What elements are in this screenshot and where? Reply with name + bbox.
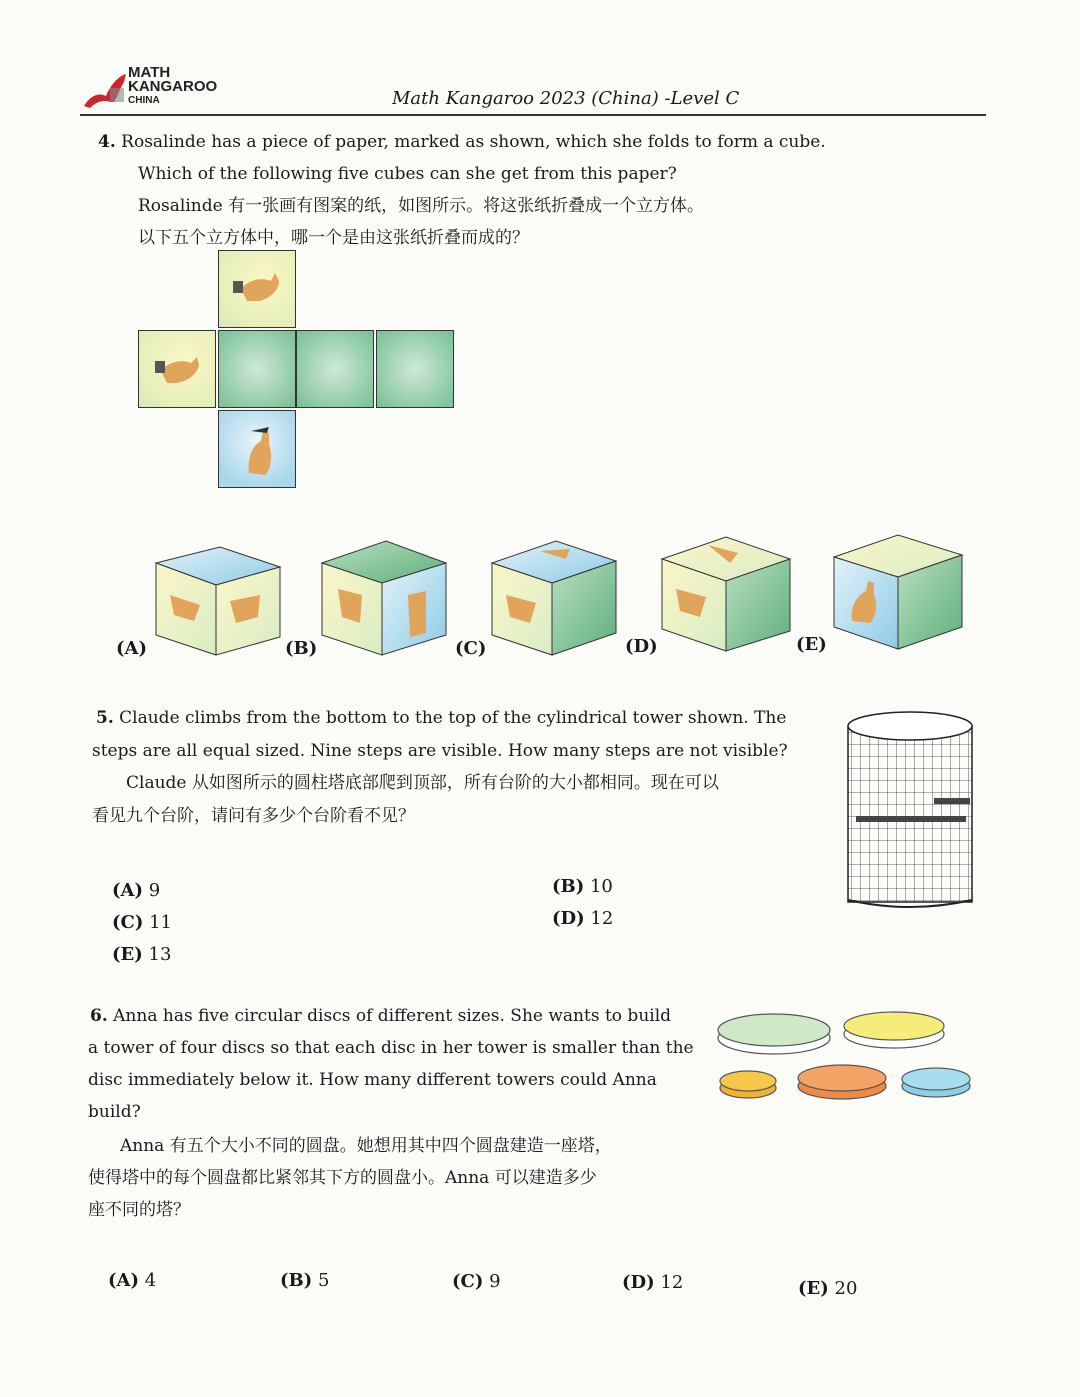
q6-text-zh-2: 使得塔中的每个圆盘都比紧邻其下方的圆盘小。Anna 可以建造多少: [88, 1168, 597, 1188]
q6-option-b-label: (B): [280, 1270, 313, 1291]
q6-text-en-4: build?: [88, 1102, 141, 1122]
disc-1: [718, 1014, 830, 1054]
net-face-right-2: [376, 330, 454, 408]
page-title: Math Kangaroo 2023 (China) -Level C: [392, 88, 740, 109]
q5-option-b-value: 10: [589, 876, 613, 897]
q4-text-zh-2: 以下五个立方体中，哪一个是由这张纸折叠而成的？: [138, 228, 529, 248]
q6-option-b-value: 5: [317, 1270, 330, 1291]
q6-text-en-1: Anna has five circular discs of different sizes. She wants to build: [113, 1006, 672, 1026]
q6-option-d-label: (D): [622, 1272, 655, 1293]
cube-e[interactable]: [834, 535, 962, 649]
cube-a[interactable]: [156, 547, 280, 655]
cube-option-label-e[interactable]: (E): [796, 634, 827, 655]
q5-number: 5.: [96, 708, 114, 728]
kangaroo-icon: [219, 251, 295, 327]
q5-text-en-2: steps are all equal sized. Nine steps are visible. How many steps are not visible?: [92, 741, 788, 761]
disc-5: [902, 1068, 970, 1097]
q5-option-c-value: 11: [149, 912, 172, 933]
header-divider: [80, 114, 986, 116]
cube-options: [110, 525, 980, 665]
cube-option-label-a[interactable]: (A): [116, 638, 147, 659]
q6-text-zh-1: Anna 有五个大小不同的圆盘。她想用其中四个圆盘建造一座塔，: [120, 1136, 612, 1156]
q5-option-b[interactable]: [552, 876, 613, 897]
q5-option-e-value: 13: [148, 944, 172, 965]
cube-c[interactable]: [492, 541, 616, 655]
logo-line-math: MATH: [128, 64, 171, 81]
cube-option-label-d[interactable]: (D): [625, 636, 658, 657]
q6-number: 6.: [90, 1006, 108, 1026]
q6-line-1: [90, 1000, 671, 1032]
q5-option-c-label: (C): [112, 912, 144, 933]
q6-option-d[interactable]: [622, 1272, 683, 1293]
q5-text-zh-2: 看见九个台阶，请问有多少个台阶看不见？: [92, 806, 415, 826]
q5-line-1: [96, 702, 786, 734]
kangaroo-icon: [219, 411, 295, 491]
cylindrical-tower-figure: [842, 708, 978, 910]
q5-option-e[interactable]: [112, 944, 171, 965]
cube-option-label-b[interactable]: (B): [285, 638, 318, 659]
net-face-bottom: [218, 410, 296, 488]
disc-2: [844, 1012, 944, 1048]
net-face-left: [138, 330, 216, 408]
q6-option-e-value: 20: [834, 1278, 858, 1299]
q5-text-en-1: Claude climbs from the bottom to the top of the cylindrical tower shown. The: [119, 708, 787, 728]
q6-option-c[interactable]: [452, 1271, 501, 1292]
kangaroo-icon: [139, 331, 215, 407]
discs-figure: [712, 1004, 980, 1108]
q5-text-zh-1: Claude 从如图所示的圆柱塔底部爬到顶部，所有台阶的大小都相同。现在可以: [126, 773, 719, 793]
q6-option-a[interactable]: [108, 1270, 156, 1291]
cube-d[interactable]: [662, 537, 790, 651]
net-face-right-1: [296, 330, 374, 408]
q5-option-d-value: 12: [590, 908, 614, 929]
q6-text-en-2: a tower of four discs so that each disc in her tower is smaller than the: [88, 1038, 694, 1058]
q5-option-d-label: (D): [552, 908, 585, 929]
q4-line-1: [98, 126, 826, 158]
net-face-center: [218, 330, 296, 408]
logo-text: [128, 66, 217, 108]
q4-number: 4.: [98, 132, 116, 152]
q6-option-a-value: 4: [144, 1270, 157, 1291]
cube-option-label-c[interactable]: (C): [455, 638, 487, 659]
q5-option-a[interactable]: [112, 880, 160, 901]
q4-text-en-1: Rosalinde has a piece of paper, marked as shown, which she folds to form a cube.: [121, 132, 826, 152]
q5-option-c[interactable]: [112, 912, 172, 933]
q4-text-en-2: Which of the following five cubes can she get from this paper?: [138, 164, 677, 184]
q5-option-e-label: (E): [112, 944, 143, 965]
q6-option-c-label: (C): [452, 1271, 484, 1292]
q6-text-en-3: disc immediately below it. How many different towers could Anna: [88, 1070, 657, 1090]
logo-line-china: CHINA: [128, 95, 160, 106]
q6-option-e[interactable]: [798, 1278, 857, 1299]
q6-text-zh-3: 座不同的塔？: [88, 1200, 190, 1220]
cube-b[interactable]: [322, 541, 446, 655]
logo-line-kangaroo: KANGAROO: [128, 78, 218, 95]
q5-option-d[interactable]: [552, 908, 613, 929]
q5-option-b-label: (B): [552, 876, 585, 897]
disc-4: [798, 1065, 886, 1099]
q6-option-a-label: (A): [108, 1270, 139, 1291]
disc-3: [720, 1071, 776, 1098]
q4-text-zh-1: Rosalinde 有一张画有图案的纸，如图所示。将这张纸折叠成一个立方体。: [138, 196, 705, 216]
q5-option-a-value: 9: [148, 880, 161, 901]
net-face-top: [218, 250, 296, 328]
q6-option-c-value: 9: [489, 1271, 501, 1292]
q6-option-b[interactable]: [280, 1270, 329, 1291]
q6-option-e-label: (E): [798, 1278, 829, 1299]
q5-option-a-label: (A): [112, 880, 143, 901]
q6-option-d-value: 12: [660, 1272, 684, 1293]
